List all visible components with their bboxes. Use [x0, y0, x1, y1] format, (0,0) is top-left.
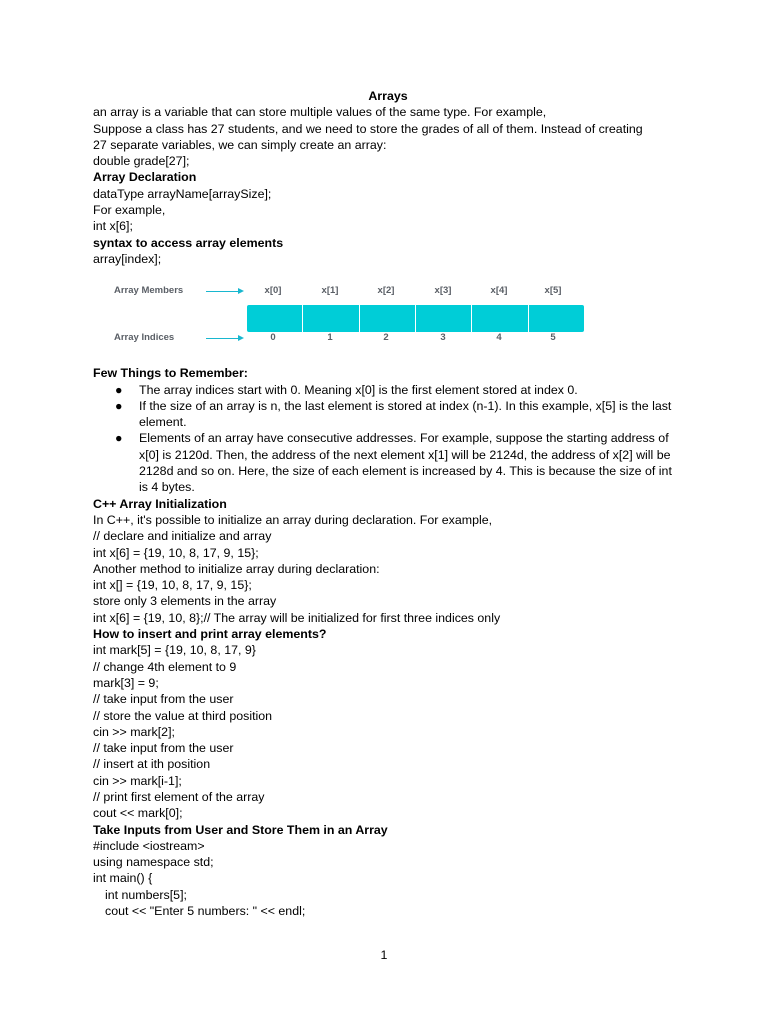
page-title: Arrays	[368, 89, 408, 103]
code-line: mark[3] = 9;	[93, 675, 159, 690]
bullet-icon: ●	[115, 382, 123, 397]
list-item	[93, 398, 683, 431]
code-line: int x[6] = {19, 10, 8};// The array will be initialized for first three indices only	[93, 610, 501, 625]
array-cell	[303, 305, 359, 332]
array-diagram	[93, 281, 683, 357]
code-line: int main() {	[93, 871, 153, 886]
text-line: For example,	[93, 203, 166, 218]
array-cell	[360, 305, 416, 332]
code-line: int x[] = {19, 10, 8, 17, 9, 15};	[93, 578, 252, 593]
code-line: using namespace std;	[93, 855, 214, 870]
text-line: Another method to initialize array during declaration:	[93, 561, 380, 576]
section-heading-access: syntax to access array elements	[93, 235, 284, 250]
document-page	[93, 88, 683, 919]
section-heading-inputs: Take Inputs from User and Store Them in an Array	[93, 822, 388, 837]
section-heading-declaration: Array Declaration	[93, 170, 197, 185]
text-line: store only 3 elements in the array	[93, 594, 277, 609]
intro-line: double grade[27];	[93, 154, 190, 169]
index-label: 0	[270, 332, 276, 344]
bullet-text: If the size of an array is n, the last element is stored at index (n-1). In this example, x[5] is the last element.	[139, 398, 672, 430]
index-label: 5	[550, 332, 556, 344]
array-cell	[416, 305, 472, 332]
code-line: int numbers[5];	[105, 887, 187, 902]
member-label: x[4]	[490, 285, 508, 297]
member-label: x[0]	[264, 285, 282, 297]
array-cell	[472, 305, 528, 332]
array-cell	[247, 305, 303, 332]
code-line: array[index];	[93, 251, 162, 266]
arrow-icon	[206, 338, 242, 339]
code-line: // insert at ith position	[93, 757, 211, 772]
member-label: x[2]	[377, 285, 395, 297]
index-label: 2	[383, 332, 389, 344]
code-line: // print first element of the array	[93, 789, 265, 804]
code-line: int x[6];	[93, 219, 133, 234]
code-line: int x[6] = {19, 10, 8, 17, 9, 15};	[93, 545, 259, 560]
code-line: cout << mark[0];	[93, 806, 183, 821]
array-cell	[529, 305, 584, 332]
member-label: x[1]	[321, 285, 339, 297]
code-line: #include <iostream>	[93, 838, 205, 853]
intro-line: an array is a variable that can store multiple values of the same type. For example,	[93, 105, 547, 120]
index-label: 3	[440, 332, 446, 344]
member-label: x[5]	[544, 285, 562, 297]
array-cells	[247, 305, 584, 332]
bullet-icon: ●	[115, 431, 123, 446]
code-line: int mark[5] = {19, 10, 8, 17, 9}	[93, 643, 256, 658]
intro-line: 27 separate variables, we can simply create an array:	[93, 137, 387, 152]
page-number: 1	[380, 948, 388, 962]
code-line: // take input from the user	[93, 692, 234, 707]
code-line: // take input from the user	[93, 741, 234, 756]
code-line: // store the value at third position	[93, 708, 273, 723]
intro-line: Suppose a class has 27 students, and we need to store the grades of all of them. Instead of creating	[93, 121, 643, 136]
section-heading-initialization: C++ Array Initialization	[93, 496, 227, 511]
section-heading-remember: Few Things to Remember:	[93, 366, 248, 381]
code-line: cout << "Enter 5 numbers: " << endl;	[105, 904, 306, 919]
code-line: cin >> mark[i-1];	[93, 773, 182, 788]
code-line: cin >> mark[2];	[93, 724, 175, 739]
index-label: 4	[496, 332, 502, 344]
bullet-text: Elements of an array have consecutive addresses. For example, suppose the starting address of x[0] is 2120d. Then, the address of the next element x[1] will be 2124d, the address of x[2] will be 2128d and so on. Here, the size of each element is increased by 4. This is because the size of int is 4 bytes.	[139, 431, 672, 495]
array-members-label: Array Members	[114, 285, 184, 297]
member-label: x[3]	[434, 285, 452, 297]
array-indices-label: Array Indices	[114, 332, 175, 344]
text-line: In C++, it's possible to initialize an array during declaration. For example,	[93, 512, 493, 527]
code-line: // change 4th element to 9	[93, 659, 237, 674]
code-line: // declare and initialize and array	[93, 529, 272, 544]
list-item	[93, 382, 683, 398]
bullet-text: The array indices start with 0. Meaning x[0] is the first element stored at index 0.	[139, 382, 578, 397]
list-item	[93, 430, 683, 495]
code-line: dataType arrayName[arraySize];	[93, 186, 272, 201]
index-label: 1	[327, 332, 333, 344]
section-heading-insert-print: How to insert and print array elements?	[93, 627, 327, 642]
remember-list	[93, 382, 683, 496]
bullet-icon: ●	[115, 398, 123, 413]
arrow-icon	[206, 291, 242, 292]
